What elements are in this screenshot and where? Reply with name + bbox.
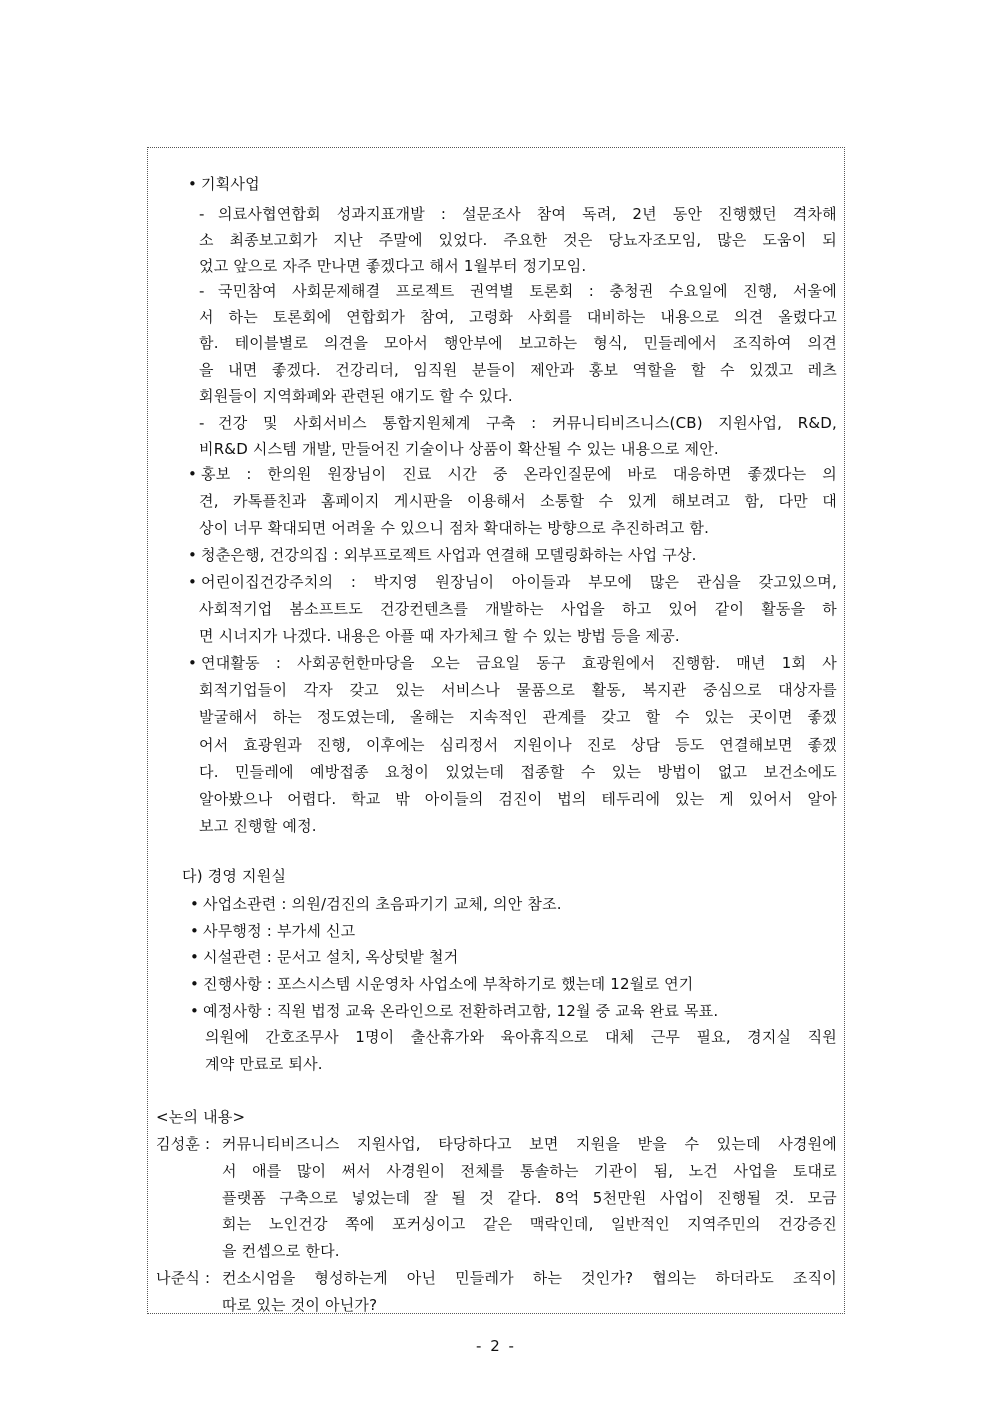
bullet-solidarity-line-5: 다. 민들레에 예방접종 요청이 있었는데 접종할 수 있는 방법이 없고 보건소에도 (199, 763, 837, 781)
management-extra-line-1: 의원에 간호조무사 1명이 출산휴가와 육아휴직으로 대체 근무 필요, 경지실 직원 (205, 1028, 837, 1046)
discussion-1-line-1: 커뮤니티비즈니스 지원사업, 타당하다고 보면 지원을 받을 수 있는데 사경원에 (222, 1135, 837, 1153)
bullet-dot: • (190, 975, 199, 993)
discussion-1-line-4: 회는 노인건강 쪽에 포커싱이고 같은 맥락인데, 일반적인 지역주민의 건강증진 (222, 1215, 837, 1233)
planning-item-1-line-2: 소 최종보고회가 지난 주말에 있었다. 주요한 것은 당뇨자조모임, 많은 도움이 되 (199, 231, 837, 249)
planning-item-3-line-1: 건강 및 사회서비스 통합지원체계 구축 : 커뮤니티비즈니스(CB) 지원사업, R&D, (218, 414, 837, 432)
dash-marker: - (199, 205, 205, 223)
speaker-name: 김성훈 : (156, 1135, 211, 1153)
planning-item-2-line-1: 국민참여 사회문제해결 프로젝트 권역별 토론회 : 충청권 수요일에 진행, 서울에 (218, 282, 837, 300)
discussion-1-line-5: 을 컨셉으로 한다. (222, 1242, 340, 1260)
management-item-5: 예정사항 : 직원 법정 교육 온라인으로 전환하려고함, 12월 중 교육 완료 목표. (203, 1002, 719, 1020)
bullet-solidarity-line-1: 연대활동 : 사회공헌한마당을 오는 금요일 동구 효광원에서 진행함. 매년 1회 사 (201, 654, 837, 672)
bullet-dot: • (190, 922, 199, 940)
section-heading-management: 다) 경영 지원실 (182, 867, 287, 885)
bullet-solidarity-line-4: 어서 효광원과 진행, 이후에는 심리정서 지원이나 진로 상담 등도 연결해보면 좋겠 (199, 736, 837, 754)
dash-marker: - (199, 414, 205, 432)
planning-item-2-line-4: 을 내면 좋겠다. 건강리더, 임직원 분들이 제안과 홍보 역할을 할 수 있겠고 레츠 (199, 361, 837, 379)
planning-item-1-line-1: 의료사협연합회 성과지표개발 : 설문조사 참여 독려, 2년 동안 진행했던 격차해 (218, 205, 837, 223)
bullet-dot: • (190, 948, 199, 966)
management-item-3: 시설관련 : 문서고 설치, 옥상텃밭 철거 (203, 948, 459, 966)
discussion-1-line-3: 플랫폼 구축으로 넣었는데 잘 될 것 같다. 8억 5천만원 사업이 진행될 것. 모금 (222, 1189, 837, 1207)
discussion-1-line-2: 서 애를 많이 써서 사경원이 전체를 통솔하는 기관이 됨, 노건 사업을 토대로 (222, 1162, 837, 1180)
bullet-pr-line-1: 홍보 : 한의원 원장님이 진료 시간 중 온라인질문에 바로 대응하면 좋겠다는 의 (201, 465, 837, 483)
page-number: - 2 - (476, 1337, 516, 1355)
bullet-dot: • (188, 465, 197, 483)
planning-item-2-line-3: 함. 테이블별로 의견을 모아서 행안부에 보고하는 형식, 민들레에서 조직하여 의견 (199, 334, 837, 352)
bullet-pr-line-2: 견, 카톡플친과 홈페이지 게시판을 이용해서 소통할 수 있게 해보려고 함, 다만 대 (199, 492, 837, 510)
bullet-dot: • (188, 175, 197, 193)
planning-item-3-line-2: 비R&D 시스템 개발, 만들어진 기술이나 상품이 확산될 수 있는 내용으로 제안. (199, 440, 719, 458)
bullet-solidarity-line-6: 알아봤으나 어렵다. 학교 밖 아이들의 검진이 법의 테두리에 있는 게 있어서 알아 (199, 790, 837, 808)
section-heading-planning: 기획사업 (201, 175, 260, 193)
bullet-youth-bank: 청춘은행, 건강의집 : 외부프로젝트 사업과 연결해 모델링화하는 사업 구상. (201, 546, 697, 564)
discussion-2-line-1: 컨소시엄을 형성하는게 아닌 민들레가 하는 것인가? 협의는 하더라도 조직이 (222, 1269, 837, 1287)
bullet-dot: • (190, 895, 199, 913)
planning-item-2-line-2: 서 하는 토론회에 연합회가 참여, 고령화 사회를 대비하는 내용으로 의견 올렸다고 (199, 308, 837, 326)
bullet-solidarity-line-2: 회적기업들이 각자 갖고 있는 서비스나 물품으로 활동, 복지관 중심으로 대상자를 (199, 681, 837, 699)
bullet-dot: • (188, 654, 197, 672)
bullet-daycare-line-1: 어린이집건강주치의 : 박지영 원장님이 아이들과 부모에 많은 관심을 갖고있으며, (201, 573, 837, 591)
speaker-name: 나준식 : (156, 1269, 211, 1287)
management-item-2: 사무행정 : 부가세 신고 (203, 922, 356, 940)
bullet-dot: • (188, 573, 197, 591)
discussion-heading: <논의 내용> (156, 1108, 246, 1126)
management-item-4: 진행사항 : 포스시스템 시운영차 사업소에 부착하기로 했는데 12월로 연기 (203, 975, 694, 993)
bullet-dot: • (188, 546, 197, 564)
discussion-2-line-2: 따로 있는 것이 아닌가? (222, 1296, 378, 1314)
bullet-solidarity-line-7: 보고 진행할 예정. (199, 817, 317, 835)
management-item-1: 사업소관련 : 의원/검진의 초음파기기 교체, 의안 참조. (203, 895, 562, 913)
planning-item-1-line-3: 었고 앞으로 자주 만나면 좋겠다고 해서 1월부터 정기모임. (199, 257, 587, 275)
bullet-dot: • (190, 1002, 199, 1020)
management-extra-line-2: 계약 만료로 퇴사. (205, 1055, 323, 1073)
bullet-pr-line-3: 상이 너무 확대되면 어려울 수 있으니 점차 확대하는 방향으로 추진하려고 함. (199, 519, 710, 537)
dash-marker: - (199, 282, 205, 300)
bullet-daycare-line-2: 사회적기업 봄소프트도 건강컨텐츠를 개발하는 사업을 하고 있어 같이 활동을 하 (199, 600, 837, 618)
planning-item-2-line-5: 회원들이 지역화폐와 관련된 얘기도 할 수 있다. (199, 387, 513, 405)
bullet-daycare-line-3: 면 시너지가 나겠다. 내용은 아플 때 자가체크 할 수 있는 방법 등을 제공. (199, 627, 680, 645)
bullet-solidarity-line-3: 발굴해서 하는 정도였는데, 올해는 지속적인 관계를 갖고 할 수 있는 곳이면 좋겠 (199, 708, 837, 726)
